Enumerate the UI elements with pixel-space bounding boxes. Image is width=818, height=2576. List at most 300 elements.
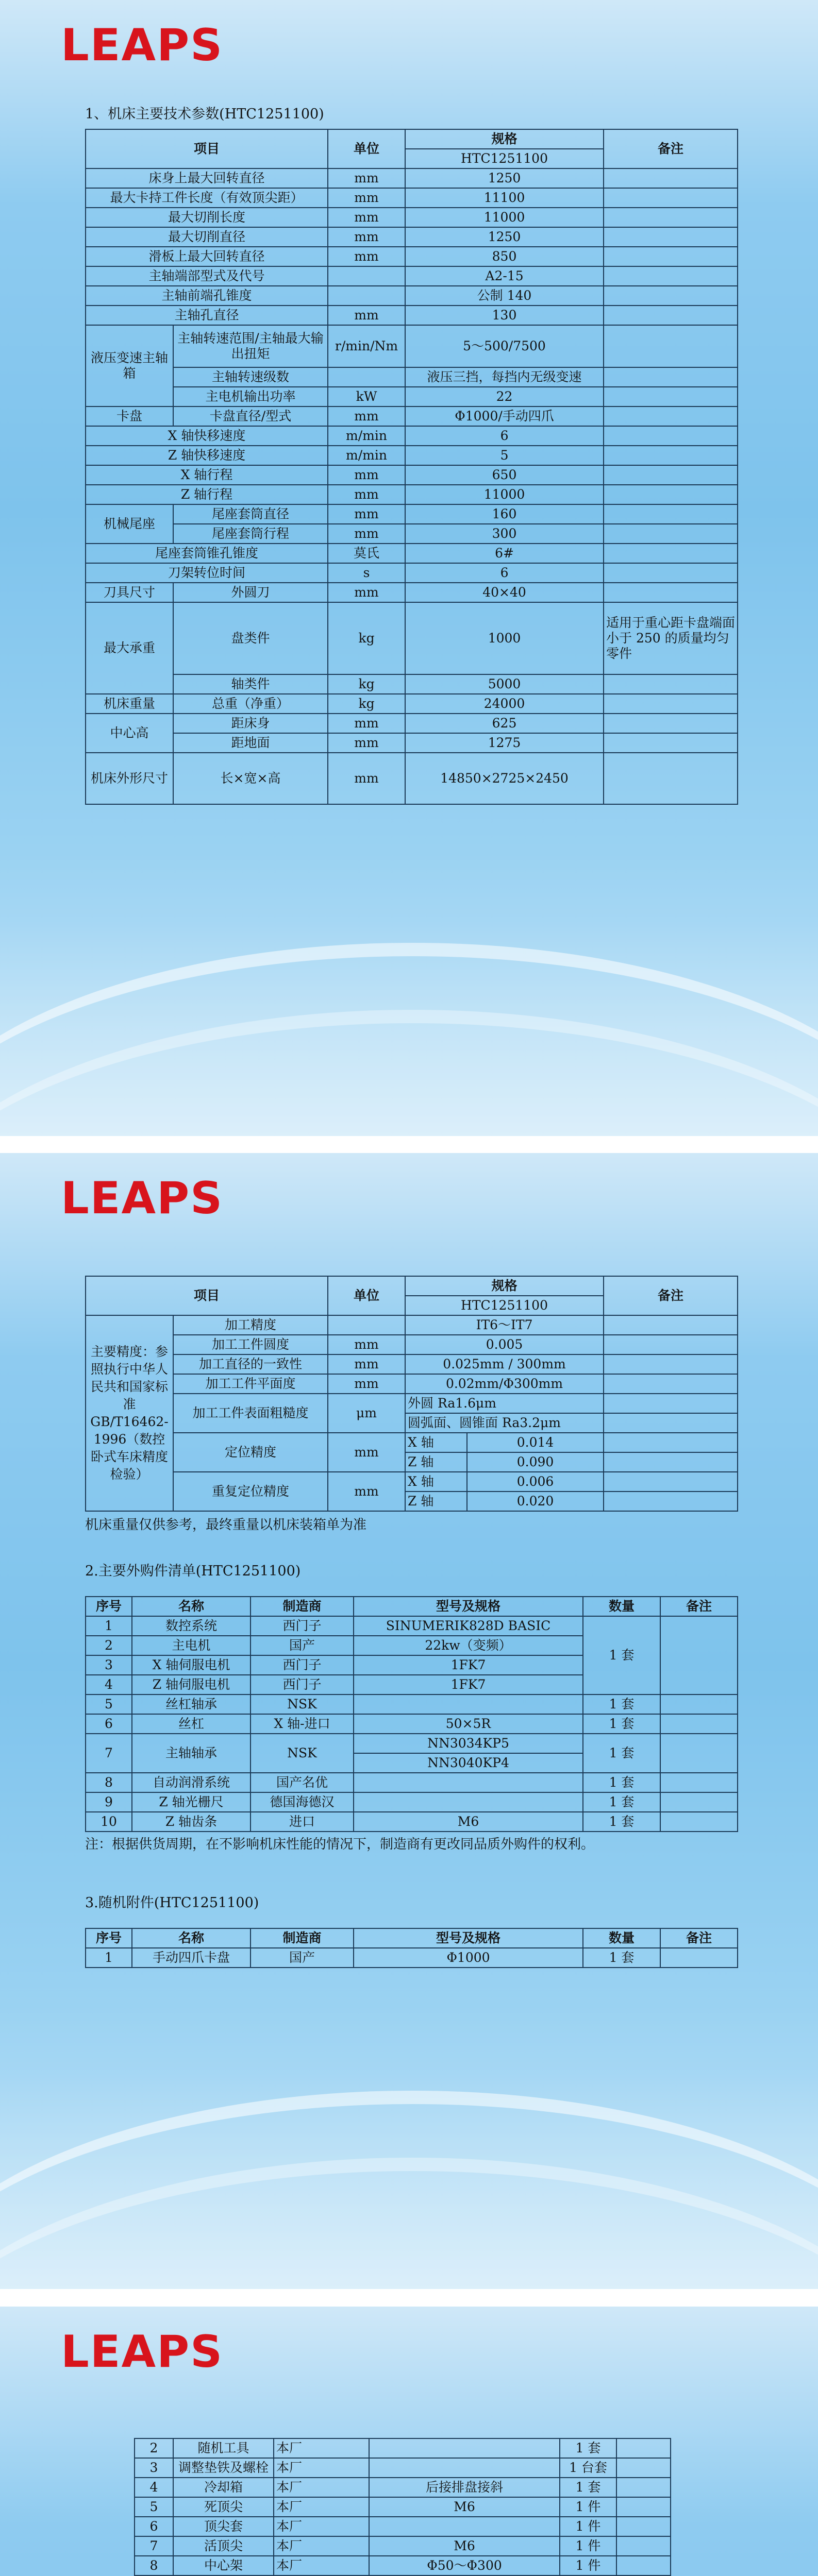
table-cell: [660, 1948, 738, 1968]
table-cell: [660, 1616, 738, 1694]
table-cell: [604, 485, 738, 504]
table-row: [86, 1694, 738, 1714]
row-label: 轴类件: [173, 674, 328, 694]
table-cell: [604, 406, 738, 426]
table-cell: M6: [354, 1812, 583, 1832]
table-cell: 8: [86, 1773, 132, 1792]
table-cell: [604, 1374, 738, 1394]
table-row: [86, 465, 738, 485]
row-label: 最大切削直径: [86, 227, 328, 247]
group-label: 液压变速主轴箱: [86, 325, 173, 406]
section-title: 3.随机附件(HTC1251100): [85, 1895, 259, 1911]
row-value: 1000: [405, 602, 604, 674]
weight-note: 机床重量仅供参考，最终重量以机床装箱单为准: [85, 1517, 367, 1533]
row-value: 1275: [405, 733, 604, 753]
axis-label: X 轴: [405, 1433, 467, 1452]
table-row: [86, 1315, 738, 1335]
table-cell: [604, 583, 738, 602]
table-cell: [354, 1792, 583, 1812]
table-cell: 5: [86, 1694, 132, 1714]
table-cell: [604, 325, 738, 367]
table-row: [135, 2478, 671, 2497]
table-cell: 中心架: [173, 2556, 274, 2575]
table-cell: 1 套: [583, 1694, 660, 1714]
table-cell: 国产名优: [251, 1773, 354, 1792]
table-cell: [369, 2517, 560, 2536]
table-row: [86, 1773, 738, 1792]
row-label: 滑板上最大回转直径: [86, 247, 328, 266]
table-cell: 活顶尖: [173, 2536, 274, 2556]
table-cell: [604, 387, 738, 406]
table-row: [86, 504, 738, 524]
row-value: 130: [405, 306, 604, 325]
table-cell: Φ50～Φ300: [369, 2556, 560, 2575]
group-label: 机床外形尺寸: [86, 753, 173, 804]
row-value: Φ1000/手动四爪: [405, 406, 604, 426]
table-cell: 22kw（变频）: [354, 1636, 583, 1655]
header-unit: 单位: [328, 1276, 405, 1315]
table-cell: 8: [135, 2556, 173, 2575]
table-row: [86, 446, 738, 465]
row-unit: mm: [328, 753, 405, 804]
row-unit: mm: [328, 306, 405, 325]
table-cell: Z 轴齿条: [132, 1812, 251, 1832]
table-cell: 4: [135, 2478, 173, 2497]
row-label: 主轴孔直径: [86, 306, 328, 325]
row-value: 850: [405, 247, 604, 266]
row-unit: μm: [328, 1394, 405, 1433]
table-cell: [604, 426, 738, 446]
row-unit: mm: [328, 208, 405, 227]
table-cell: [604, 446, 738, 465]
table-cell: Z 轴伺服电机: [132, 1675, 251, 1694]
row-unit: mm: [328, 247, 405, 266]
row-label: 刀架转位时间: [86, 563, 328, 583]
table-cell: 1 套: [583, 1792, 660, 1812]
group-label: 机械尾座: [86, 504, 173, 544]
row-value: 6#: [405, 544, 604, 563]
row-label: 卡盘直径/型式: [173, 406, 328, 426]
table-row: [86, 387, 738, 406]
table-cell: [604, 714, 738, 733]
row-label: 距床身: [173, 714, 328, 733]
table-header-row: [86, 1928, 738, 1948]
table-row: [86, 524, 738, 544]
table-cell: 调整垫铁及螺栓: [173, 2458, 274, 2478]
table-row: [86, 286, 738, 306]
table-row: [86, 1812, 738, 1832]
table-row: [86, 325, 738, 367]
table-cell: NSK: [251, 1734, 354, 1773]
row-value: 公制 140: [405, 286, 604, 306]
row-value: 1250: [405, 168, 604, 188]
row-label: 主轴转速范围/主轴最大输出扭矩: [173, 325, 328, 367]
table-header-row: [86, 129, 738, 149]
row-label: 尾座套筒行程: [173, 524, 328, 544]
row-label: X 轴快移速度: [86, 426, 328, 446]
accessories-table-continued: [134, 2438, 671, 2576]
precision-table: [85, 1276, 738, 1512]
table-row: [86, 1616, 738, 1636]
row-value: 5～500/7500: [405, 325, 604, 367]
group-label: 主要精度：参照执行中华人民共和国家标准 GB/T16462-1996（数控卧式车床精度检验）: [86, 1315, 173, 1511]
table-cell: 1 件: [560, 2536, 616, 2556]
table-cell: 丝杠: [132, 1714, 251, 1734]
header-model: HTC1251100: [405, 149, 604, 168]
table-cell: 本厂: [274, 2556, 369, 2575]
header-qty: 数量: [583, 1597, 660, 1616]
table-row: [86, 227, 738, 247]
header-remark: 备注: [660, 1597, 738, 1616]
row-unit: mm: [328, 1354, 405, 1374]
table-cell: NSK: [251, 1694, 354, 1714]
row-unit: mm: [328, 465, 405, 485]
section-title: 1、机床主要技术参数(HTC1251100): [85, 106, 324, 122]
table-cell: 7: [86, 1734, 132, 1773]
table-cell: [660, 1714, 738, 1734]
table-cell: 10: [86, 1812, 132, 1832]
row-value: 液压三挡，每挡内无级变速: [405, 367, 604, 387]
table-cell: [616, 2497, 671, 2517]
spec-table: [85, 129, 738, 805]
table-header-row: [86, 1597, 738, 1616]
row-value: 24000: [405, 694, 604, 714]
row-value: 650: [405, 465, 604, 485]
row-value: 5000: [405, 674, 604, 694]
row-value: IT6～IT7: [405, 1315, 604, 1335]
row-unit: mm: [328, 406, 405, 426]
table-cell: [354, 1694, 583, 1714]
table-row: [86, 674, 738, 694]
table-cell: [660, 1773, 738, 1792]
leaps-logo: LEAPS: [61, 20, 224, 71]
table-cell: NN3034KP5: [354, 1734, 583, 1753]
row-remark: 适用于重心距卡盘端面小于 250 的质量均匀零件: [604, 602, 738, 674]
header-maker: 制造商: [251, 1597, 354, 1616]
table-row: [86, 733, 738, 753]
table-cell: 1 套: [560, 2438, 616, 2458]
row-value: 6: [405, 563, 604, 583]
table-cell: [616, 2556, 671, 2575]
table-row: [86, 406, 738, 426]
row-label: 外圆刀: [173, 583, 328, 602]
table-cell: 1 件: [560, 2556, 616, 2575]
table-cell: [328, 367, 405, 387]
row-unit: 莫氏: [328, 544, 405, 563]
parts-table: [85, 1596, 738, 1832]
table-cell: 1FK7: [354, 1675, 583, 1694]
header-qty: 数量: [583, 1928, 660, 1948]
row-unit: kg: [328, 674, 405, 694]
table-cell: SINUMERIK828D BASIC: [354, 1616, 583, 1636]
row-value: 0.020: [467, 1492, 604, 1511]
table-cell: 德国海德汉: [251, 1792, 354, 1812]
table-cell: [604, 694, 738, 714]
table-row: [86, 247, 738, 266]
table-cell: [369, 2438, 560, 2458]
table-cell: [604, 247, 738, 266]
row-value: 6: [405, 426, 604, 446]
header-model: HTC1251100: [405, 1296, 604, 1315]
table-cell: [616, 2478, 671, 2497]
row-value: 0.02mm/Φ300mm: [405, 1374, 604, 1394]
table-row: [86, 208, 738, 227]
table-row: [135, 2458, 671, 2478]
table-cell: [604, 674, 738, 694]
table-cell: 本厂: [274, 2458, 369, 2478]
table-cell: 1 件: [560, 2517, 616, 2536]
table-row: [86, 694, 738, 714]
table-cell: [604, 504, 738, 524]
table-cell: 国产: [251, 1948, 354, 1968]
table-row: [86, 266, 738, 286]
row-value: 0.006: [467, 1472, 604, 1492]
table-cell: 顶尖套: [173, 2517, 274, 2536]
row-unit: mm: [328, 485, 405, 504]
row-value: 11000: [405, 208, 604, 227]
table-cell: 2: [86, 1636, 132, 1655]
table-cell: [604, 1492, 738, 1511]
table-cell: 本厂: [274, 2517, 369, 2536]
row-unit: kW: [328, 387, 405, 406]
group-qty: 1 套: [583, 1616, 660, 1694]
header-no: 序号: [86, 1928, 132, 1948]
row-value: 1250: [405, 227, 604, 247]
table-cell: 西门子: [251, 1616, 354, 1636]
table-row: [86, 1472, 738, 1492]
table-cell: [660, 1734, 738, 1773]
row-label: 重复定位精度: [173, 1472, 328, 1511]
table-cell: [604, 208, 738, 227]
table-cell: 本厂: [274, 2497, 369, 2517]
table-cell: [604, 188, 738, 208]
row-value: 300: [405, 524, 604, 544]
table-cell: Φ1000: [354, 1948, 583, 1968]
parts-note: 注：根据供货周期，在不影响机床性能的情况下，制造商有更改同品质外购件的权利。: [85, 1837, 595, 1852]
row-label: Z 轴行程: [86, 485, 328, 504]
group-label: 中心高: [86, 714, 173, 753]
table-cell: [660, 1792, 738, 1812]
group-label: 机床重量: [86, 694, 173, 714]
row-label: 总重（净重）: [173, 694, 328, 714]
row-value: 625: [405, 714, 604, 733]
table-row: [135, 2517, 671, 2536]
table-row: [86, 1394, 738, 1413]
page-panel-1: [0, 0, 818, 1136]
table-row: [86, 1948, 738, 1968]
table-row: [86, 602, 738, 674]
row-unit: r/min/Nm: [328, 325, 405, 367]
table-row: [135, 2497, 671, 2517]
table-cell: [660, 1812, 738, 1832]
row-unit: mm: [328, 168, 405, 188]
table-cell: 1 套: [560, 2478, 616, 2497]
page-panel-2: [0, 1153, 818, 2289]
table-cell: [328, 286, 405, 306]
table-row: [86, 563, 738, 583]
table-row: [86, 714, 738, 733]
table-cell: [604, 1335, 738, 1354]
table-cell: 5: [135, 2497, 173, 2517]
group-label: 卡盘: [86, 406, 173, 426]
table-cell: [604, 168, 738, 188]
table-cell: [604, 465, 738, 485]
row-value: 5: [405, 446, 604, 465]
row-unit: mm: [328, 524, 405, 544]
table-cell: [604, 306, 738, 325]
table-cell: 3: [86, 1655, 132, 1675]
row-label: 加工工件圆度: [173, 1335, 328, 1354]
table-cell: [616, 2438, 671, 2458]
row-value: 0.014: [467, 1433, 604, 1452]
table-cell: 自动润滑系统: [132, 1773, 251, 1792]
group-label: 刀具尺寸: [86, 583, 173, 602]
table-cell: 1FK7: [354, 1655, 583, 1675]
table-cell: 2: [135, 2438, 173, 2458]
table-cell: 本厂: [274, 2478, 369, 2497]
table-row: [86, 1433, 738, 1452]
table-cell: 6: [135, 2517, 173, 2536]
table-cell: [328, 1315, 405, 1335]
table-cell: [604, 753, 738, 804]
row-unit: kg: [328, 694, 405, 714]
row-value: 0.090: [467, 1452, 604, 1472]
table-cell: 1 件: [560, 2497, 616, 2517]
row-label: 主轴转速级数: [173, 367, 328, 387]
table-row: [86, 1374, 738, 1394]
table-row: [135, 2536, 671, 2556]
table-cell: 冷却箱: [173, 2478, 274, 2497]
table-row: [86, 485, 738, 504]
row-value: 0.025mm / 300mm: [405, 1354, 604, 1374]
table-row: [86, 544, 738, 563]
page-panel-3: [0, 2307, 818, 2576]
table-cell: [604, 544, 738, 563]
table-cell: 1 套: [583, 1773, 660, 1792]
header-remark: 备注: [604, 129, 738, 168]
header-maker: 制造商: [251, 1928, 354, 1948]
row-unit: mm: [328, 227, 405, 247]
table-row: [86, 426, 738, 446]
row-label: 最大切削长度: [86, 208, 328, 227]
leaps-logo: LEAPS: [61, 2326, 224, 2378]
table-cell: 1 套: [583, 1734, 660, 1773]
row-label: 加工直径的一致性: [173, 1354, 328, 1374]
row-label: 主轴端部型式及代号: [86, 266, 328, 286]
header-name: 名称: [132, 1597, 251, 1616]
row-label: 长×宽×高: [173, 753, 328, 804]
table-cell: 本厂: [274, 2536, 369, 2556]
table-cell: 3: [135, 2458, 173, 2478]
row-unit: m/min: [328, 426, 405, 446]
table-cell: 7: [135, 2536, 173, 2556]
table-cell: 6: [86, 1714, 132, 1734]
row-label: 主轴前端孔锥度: [86, 286, 328, 306]
row-value: 14850×2725×2450: [405, 753, 604, 804]
table-cell: Z 轴光栅尺: [132, 1792, 251, 1812]
table-row: [86, 168, 738, 188]
table-cell: [616, 2517, 671, 2536]
row-unit: mm: [328, 1433, 405, 1472]
row-value: 外圆 Ra1.6μm: [405, 1394, 604, 1413]
table-cell: [604, 1354, 738, 1374]
table-cell: [604, 286, 738, 306]
table-cell: 西门子: [251, 1655, 354, 1675]
row-label: 主电机输出功率: [173, 387, 328, 406]
row-unit: mm: [328, 188, 405, 208]
table-row: [135, 2438, 671, 2458]
row-label: 床身上最大回转直径: [86, 168, 328, 188]
row-label: 距地面: [173, 733, 328, 753]
table-cell: M6: [369, 2497, 560, 2517]
row-value: 11000: [405, 485, 604, 504]
table-cell: 9: [86, 1792, 132, 1812]
table-row: [86, 1734, 738, 1753]
header-item: 项目: [86, 129, 328, 168]
table-cell: 随机工具: [173, 2438, 274, 2458]
row-unit: m/min: [328, 446, 405, 465]
row-value: 11100: [405, 188, 604, 208]
axis-label: Z 轴: [405, 1492, 467, 1511]
header-no: 序号: [86, 1597, 132, 1616]
table-cell: [328, 266, 405, 286]
table-cell: 数控系统: [132, 1616, 251, 1636]
table-cell: 主电机: [132, 1636, 251, 1655]
table-cell: NN3040KP4: [354, 1753, 583, 1773]
table-cell: [369, 2458, 560, 2478]
header-model: 型号及规格: [354, 1928, 583, 1948]
row-value: 40×40: [405, 583, 604, 602]
axis-label: Z 轴: [405, 1452, 467, 1472]
table-cell: [354, 1773, 583, 1792]
leaps-logo: LEAPS: [61, 1173, 224, 1224]
row-label: 最大卡持工件长度（有效顶尖距）: [86, 188, 328, 208]
table-cell: [604, 367, 738, 387]
table-cell: [604, 1315, 738, 1335]
table-row: [86, 306, 738, 325]
header-spec: 规格: [405, 1276, 604, 1296]
accessories-table: [85, 1928, 738, 1968]
table-row: [86, 1792, 738, 1812]
table-row: [86, 1354, 738, 1374]
table-row: [86, 583, 738, 602]
header-model: 型号及规格: [354, 1597, 583, 1616]
header-remark: 备注: [660, 1928, 738, 1948]
row-unit: mm: [328, 714, 405, 733]
table-cell: 后接排盘接斜: [369, 2478, 560, 2497]
table-cell: 50×5R: [354, 1714, 583, 1734]
row-unit: mm: [328, 1374, 405, 1394]
table-cell: [604, 1394, 738, 1413]
table-cell: [604, 563, 738, 583]
row-value: 22: [405, 387, 604, 406]
table-cell: [604, 1472, 738, 1492]
row-unit: mm: [328, 733, 405, 753]
table-cell: [604, 733, 738, 753]
table-cell: [616, 2536, 671, 2556]
table-cell: [660, 1694, 738, 1714]
row-unit: mm: [328, 1472, 405, 1511]
table-row: [86, 188, 738, 208]
table-row: [86, 753, 738, 804]
table-cell: 国产: [251, 1636, 354, 1655]
table-cell: 1 套: [583, 1812, 660, 1832]
row-unit: mm: [328, 583, 405, 602]
row-label: 加工工件表面粗糙度: [173, 1394, 328, 1433]
header-unit: 单位: [328, 129, 405, 168]
row-value: 圆弧面、圆锥面 Ra3.2μm: [405, 1413, 604, 1433]
table-row: [135, 2556, 671, 2575]
